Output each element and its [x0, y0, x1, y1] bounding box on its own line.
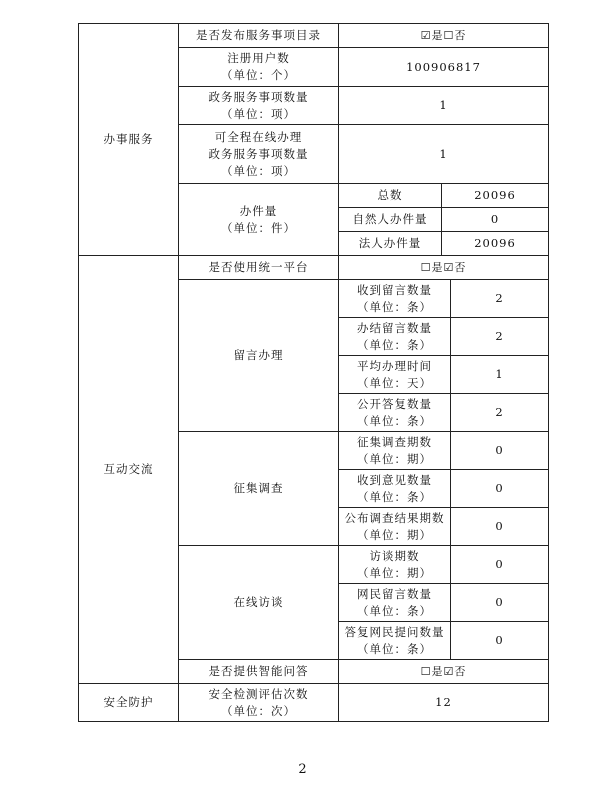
volume-person-label: 自然人办件量 — [339, 208, 442, 232]
online-value: 1 — [339, 125, 549, 184]
done-value: 2 — [451, 318, 549, 356]
table-row — [79, 24, 549, 48]
interview-messages-label: 网民留言数量 （单位：条） — [339, 584, 451, 622]
online-label: 可全程在线办理 政务服务事项数量 （单位：项） — [179, 125, 339, 184]
volume-total-value: 20096 — [442, 184, 549, 208]
items-value: 1 — [339, 87, 549, 125]
received-label: 收到留言数量 （单位：条） — [339, 280, 451, 318]
volume-total-label: 总数 — [339, 184, 442, 208]
public-label: 公开答复数量 （单位：条） — [339, 394, 451, 432]
volume-label: 办件量 （单位：件） — [179, 184, 339, 256]
volume-legal-value: 20096 — [442, 232, 549, 256]
received-value: 2 — [451, 280, 549, 318]
users-label: 注册用户数 （单位：个） — [179, 48, 339, 87]
section-service: 办事服务 — [79, 24, 179, 256]
eval-value: 12 — [339, 684, 549, 722]
catalog-checkbox: ☑是☐否 — [339, 24, 549, 48]
volume-person-value: 0 — [442, 208, 549, 232]
interview-messages-value: 0 — [451, 584, 549, 622]
avg-label: 平均办理时间 （单位：天） — [339, 356, 451, 394]
users-value: 100906817 — [339, 48, 549, 87]
survey-periods-label: 征集调查期数 （单位：期） — [339, 432, 451, 470]
table-row — [79, 256, 549, 280]
done-label: 办结留言数量 （单位：条） — [339, 318, 451, 356]
interview-periods-label: 访谈期数 （单位：期） — [339, 546, 451, 584]
platform-label: 是否使用统一平台 — [179, 256, 339, 280]
survey-group: 征集调查 — [179, 432, 339, 546]
items-label: 政务服务事项数量 （单位：项） — [179, 87, 339, 125]
survey-periods-value: 0 — [451, 432, 549, 470]
interview-answers-value: 0 — [451, 622, 549, 660]
survey-results-label: 公布调查结果期数 （单位：期） — [339, 508, 451, 546]
survey-opinions-value: 0 — [451, 470, 549, 508]
avg-value: 1 — [451, 356, 549, 394]
interview-periods-value: 0 — [451, 546, 549, 584]
statistics-table — [78, 23, 549, 722]
eval-label: 安全检测评估次数 （单位：次） — [179, 684, 339, 722]
table-row — [79, 684, 549, 722]
survey-opinions-label: 收到意见数量 （单位：条） — [339, 470, 451, 508]
volume-legal-label: 法人办件量 — [339, 232, 442, 256]
section-security: 安全防护 — [79, 684, 179, 722]
interview-answers-label: 答复网民提问数量 （单位：条） — [339, 622, 451, 660]
messages-group: 留言办理 — [179, 280, 339, 432]
interview-group: 在线访谈 — [179, 546, 339, 660]
page-number: 2 — [298, 762, 307, 777]
platform-checkbox: ☐是☑否 — [339, 256, 549, 280]
qa-checkbox: ☐是☑否 — [339, 660, 549, 684]
qa-label: 是否提供智能问答 — [179, 660, 339, 684]
section-interaction: 互动交流 — [79, 256, 179, 684]
catalog-label: 是否发布服务事项目录 — [179, 24, 339, 48]
public-value: 2 — [451, 394, 549, 432]
survey-results-value: 0 — [451, 508, 549, 546]
